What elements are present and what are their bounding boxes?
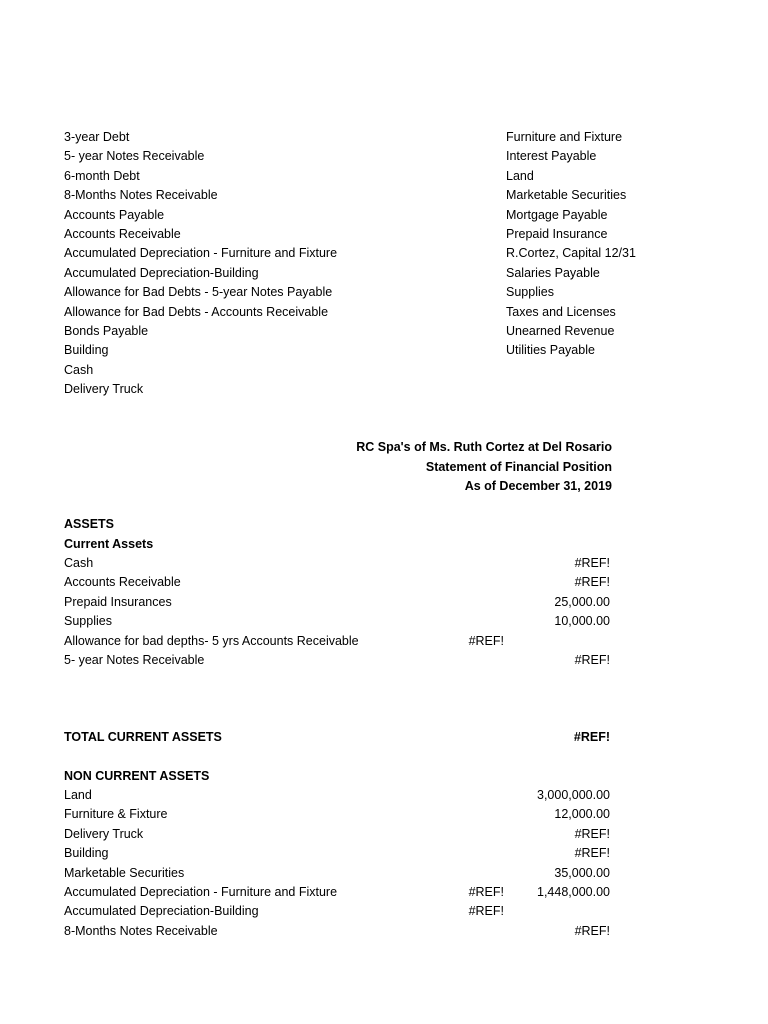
row-label: 5- year Notes Receivable [64,653,205,667]
row-amount: 1,448,000.00 [537,885,610,899]
row-label: Cash [64,556,94,570]
statement-row [0,922,612,941]
account-name: Furniture and Fixture [506,130,623,144]
statement-row [0,612,612,631]
row-label: Accounts Receivable [64,575,181,590]
account-list-left [64,128,337,399]
account-name: Interest Payable [506,149,597,164]
statement-row [0,902,612,921]
row-subtotal: #REF! [468,904,504,919]
account-name: Salaries Payable [506,265,600,280]
row-label: Building [64,846,109,861]
row-label: Accumulated Depreciation-Building [64,904,259,919]
account-name: 5- year Notes Receivable [64,149,205,164]
statement-row [0,786,612,805]
account-name: R.Cortez, Capital 12/31 [506,246,636,261]
row-amount: #REF! [574,653,610,667]
row-amount: #REF! [574,846,610,861]
row-amount: #REF! [574,923,610,938]
total-current-assets-label: TOTAL CURRENT ASSETS [64,730,222,744]
account-name: Accumulated Depreciation-Building [64,265,259,280]
row-amount: 25,000.00 [554,594,610,609]
row-amount: 35,000.00 [554,865,610,880]
account-name: Building [64,343,109,358]
current-assets-heading: Current Assets [64,537,154,551]
row-label: Allowance for bad depths- 5 yrs Accounts Receivable [64,633,359,648]
account-name: Allowance for Bad Debts - 5-year Notes Payable [64,285,333,300]
statement-row [0,573,612,592]
account-name: 6-month Debt [64,168,140,183]
account-name: 8-Months Notes Receivable [64,188,218,203]
statement-row [0,883,612,902]
row-label: Delivery Truck [64,826,144,841]
row-label: Land [64,788,92,802]
account-name: Land [506,168,534,183]
row-subtotal: #REF! [468,633,504,648]
total-current-assets-row [0,728,612,747]
account-name: Prepaid Insurance [506,226,608,241]
statement-row [0,864,612,883]
statement-date: As of December 31, 2019 [464,479,612,493]
account-name: Marketable Securities [506,188,627,203]
statement-title: Statement of Financial Position [425,460,612,474]
row-label: Furniture & Fixture [64,807,168,822]
statement-row [0,805,612,824]
account-name: Accumulated Depreciation - Furniture and Fixture [64,246,338,261]
account-name: Accounts Receivable [64,226,181,241]
account-name: Taxes and Licenses [506,304,616,319]
row-amount: 3,000,000.00 [537,788,610,802]
row-label: 8-Months Notes Receivable [64,923,218,938]
row-amount: 12,000.00 [554,807,610,822]
row-label: Accumulated Depreciation - Furniture and Fixture [64,885,338,899]
row-amount: #REF! [574,556,610,570]
statement-row [0,632,612,651]
row-label: Prepaid Insurances [64,594,172,609]
row-subtotal: #REF! [468,885,504,899]
account-name: Accounts Payable [64,207,165,222]
account-name: Mortgage Payable [506,207,608,222]
row-label: Supplies [64,614,112,629]
row-amount: #REF! [574,826,610,841]
row-amount: #REF! [574,575,610,590]
statement-row [0,825,612,844]
account-name: Cash [64,362,94,377]
account-name: Utilities Payable [506,343,595,358]
account-name: Supplies [506,285,554,300]
account-name: Unearned Revenue [506,323,615,338]
account-list-right [506,128,636,361]
non-current-assets-heading: NON CURRENT ASSETS [64,769,210,783]
row-amount: 10,000.00 [554,614,610,629]
statement-row [0,651,612,670]
total-current-assets-value: #REF! [573,730,610,744]
statement-row [0,844,612,863]
account-name: Delivery Truck [64,382,144,397]
account-name: 3-year Debt [64,130,130,144]
row-label: Marketable Securities [64,865,185,880]
assets-heading: ASSETS [64,517,115,531]
account-name: Allowance for Bad Debts - Accounts Receivable [64,304,329,319]
company-name: RC Spa's of Ms. Ruth Cortez at Del Rosario [356,440,612,454]
statement-row [0,554,612,573]
statement-row [0,593,612,612]
account-name: Bonds Payable [64,323,149,338]
